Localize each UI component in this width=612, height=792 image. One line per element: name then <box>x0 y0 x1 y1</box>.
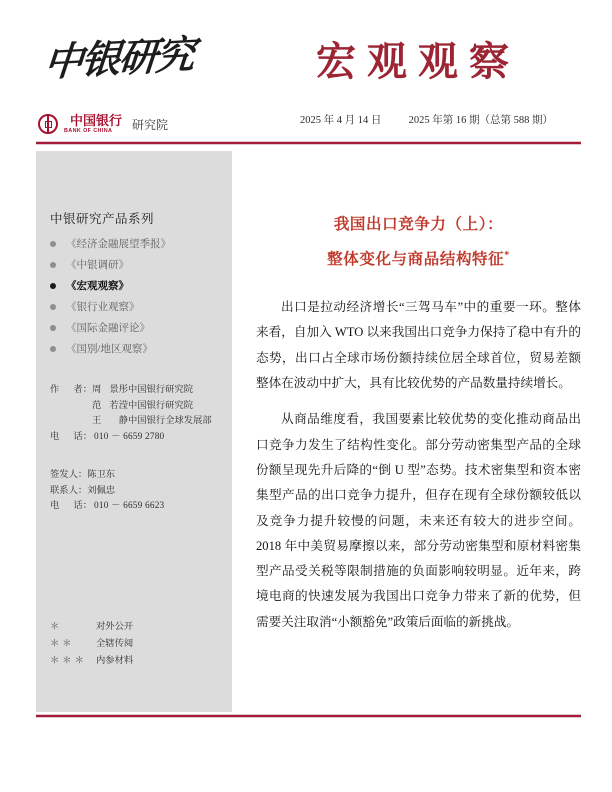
note-star-marker: ＊＊＊ <box>50 656 87 666</box>
issuer-row: 签发人：陈卫东 <box>50 470 116 480</box>
bullet-icon <box>50 304 56 310</box>
author-org: 中国银行研究院 <box>128 385 194 395</box>
sidebar <box>36 151 232 712</box>
article-title-line-2-text: 整体变化与商品结构特征 <box>327 251 505 269</box>
distribution-notes <box>50 619 230 670</box>
sidebar-item-label: 《经济金融展望季报》 <box>66 239 171 250</box>
article-paragraph: 从商品维度看，我国要素比较优势的变化推动商品出口竞争力发生了结构性变化。部分劳动密集型产品的全球份额呈现先升后降的“倒 U 型”态势。技术密集型和资本密集型产品的出口竞争力提升，但存在现有全球份额较低以及竞争力提升较慢的问题，未来还有较大的进步空间。2018 年中美贸易摩擦以来，部分劳动密集型和原材料密集型产品受关税等限制措施的负面影响较明显。近年来，跨境电商的快速发展为我国出口竞争力带来了新的优势，但需要关注取消“小额豁免”政策后面临的新挑战。 <box>256 412 581 629</box>
article-title-footnote-marker: * <box>504 250 510 261</box>
issue-info <box>300 112 553 127</box>
contact-metadata <box>50 383 230 515</box>
bank-of-china-logo-row <box>38 111 168 137</box>
footer-divider-rule <box>36 714 581 718</box>
publication-date: 2025 年 4 月 14 日 <box>300 115 382 126</box>
author-row <box>50 414 230 430</box>
article-body <box>256 295 581 635</box>
article-title <box>256 209 581 275</box>
contact-phone-row <box>50 499 230 515</box>
bullet-icon <box>50 262 56 268</box>
article-column <box>256 151 581 712</box>
bullet-icon <box>50 241 56 247</box>
sidebar-item-boc-research[interactable] <box>50 254 226 275</box>
sidebar-heading: 中银研究产品系列 <box>50 212 155 226</box>
author-org: 中国银行全球发展部 <box>128 416 212 426</box>
author-name: 范 若滢 <box>92 400 128 411</box>
sidebar-item-economic-outlook[interactable] <box>50 233 226 254</box>
note-row <box>50 653 230 670</box>
article-title-line-2 <box>256 240 581 275</box>
note-text: 对外公开 <box>96 622 134 632</box>
sidebar-item-country-region-observation[interactable] <box>50 338 226 359</box>
sidebar-item-macro-observation[interactable] <box>50 275 226 296</box>
bank-name-chinese: 中国银行 <box>70 113 123 128</box>
bullet-icon <box>50 283 56 289</box>
header-divider-rule <box>36 141 581 145</box>
spacer <box>50 399 92 415</box>
phone-label: 电 话： <box>50 431 92 442</box>
article-paragraph: 出口是拉动经济增长“三驾马车”中的重要一环。整体来看，自加入 WTO 以来我国出口竞争力保持了稳中有升的态势，出口占全球市场份额持续位居全球首位，贸易差额整体在波动中扩大，具有比较优势的产品数量持续增长。 <box>256 300 581 391</box>
author-org: 中国银行研究院 <box>128 400 194 411</box>
note-row <box>50 619 230 636</box>
note-star-marker: ＊ <box>50 622 63 632</box>
sidebar-item-banking-observation[interactable] <box>50 296 226 317</box>
bank-name-block <box>64 114 122 134</box>
authors-label: 作 者： <box>50 385 92 395</box>
author-row <box>50 399 230 415</box>
sidebar-item-label: 《国别/地区观察》 <box>66 344 153 355</box>
phone-number: 010 － 6659 6623 <box>94 501 165 511</box>
author-name: 周 景彤 <box>92 385 128 395</box>
phone-label: 电 话： <box>50 501 92 511</box>
bullet-icon <box>50 325 56 331</box>
bank-of-china-emblem-icon <box>38 114 58 134</box>
institute-label: 研究院 <box>132 117 169 132</box>
author-phone-row <box>50 430 230 446</box>
publication-title: 宏观观察 <box>316 39 520 84</box>
article-title-line-1: 我国出口竞争力（上）： <box>333 216 504 233</box>
author-row <box>50 383 230 399</box>
issue-number: 2025 年第 16 期（总第 588 期） <box>408 115 553 126</box>
product-series-list <box>50 233 226 359</box>
note-text: 全辖传阅 <box>96 639 134 649</box>
bullet-icon <box>50 346 56 352</box>
bank-name-english: BANK OF CHINA <box>64 128 113 134</box>
spacer <box>50 445 230 468</box>
note-star-marker: ＊＊ <box>50 639 75 649</box>
masthead <box>0 0 612 143</box>
sidebar-item-label: 《中银调研》 <box>66 260 129 271</box>
note-row <box>50 636 230 653</box>
phone-number: 010 － 6659 2780 <box>94 431 165 442</box>
contact-person-row: 联系人：刘佩忠 <box>50 485 116 496</box>
sidebar-item-label: 《宏观观察》 <box>66 281 129 292</box>
note-text: 内参材料 <box>96 656 134 666</box>
brush-calligraphy-logo: 中银研究 <box>42 33 195 85</box>
sidebar-item-label: 《银行业观察》 <box>66 302 140 313</box>
sidebar-item-label: 《国际金融评论》 <box>66 323 150 334</box>
author-name: 王 静 <box>92 416 128 426</box>
spacer <box>50 414 92 430</box>
sidebar-item-intl-finance-review[interactable] <box>50 317 226 338</box>
